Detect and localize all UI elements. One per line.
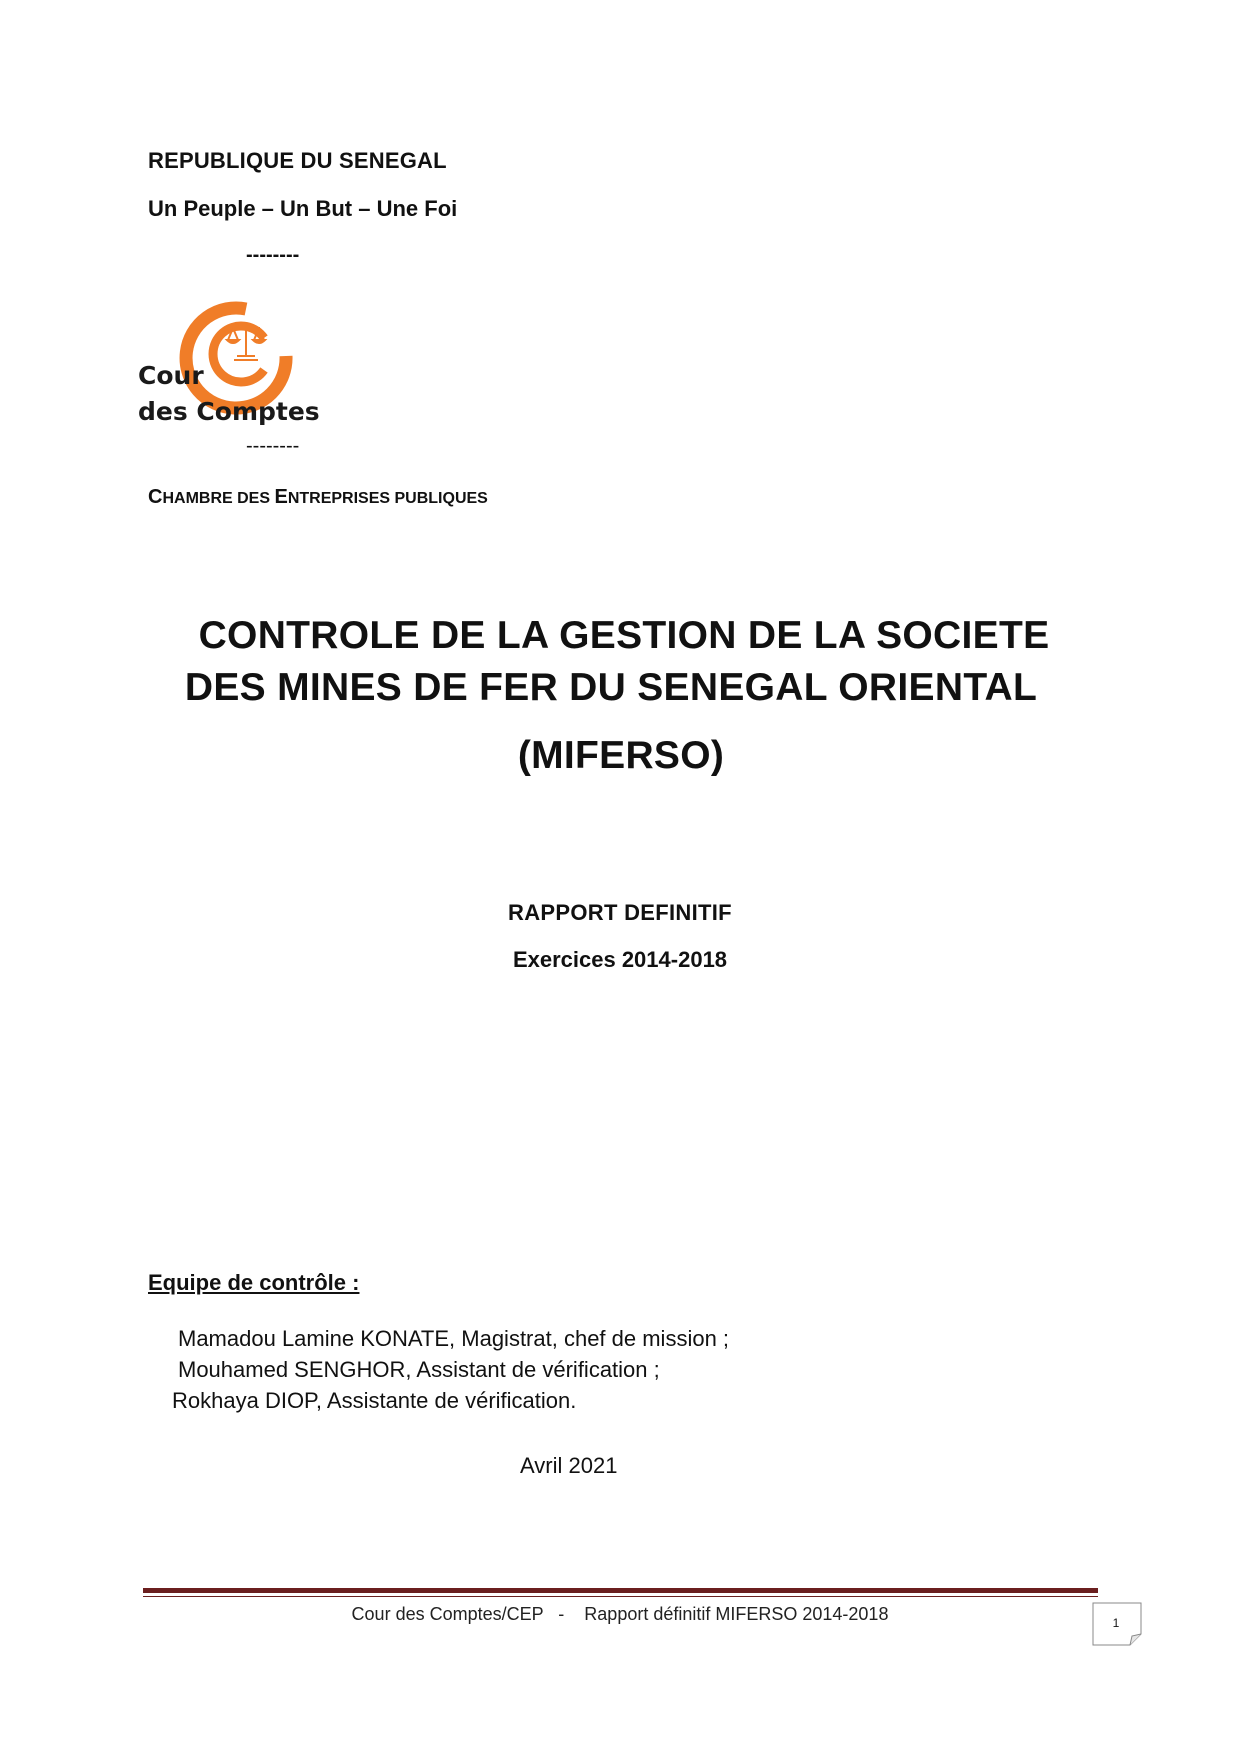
team-heading: Equipe de contrôle : (148, 1270, 360, 1295)
chamber-cap-1: C (148, 486, 163, 508)
separator-top: -------- (246, 244, 300, 266)
document-title-line1: CONTROLE DE LA GESTION DE LA SOCIETE (198, 614, 1050, 657)
logo-emblem-icon (136, 298, 336, 430)
report-type: RAPPORT DEFINITIF (508, 900, 732, 925)
report-period: Exercices 2014-2018 (512, 947, 728, 972)
footer-rule-thin (143, 1596, 1098, 1597)
separator-bottom: -------- (246, 435, 300, 457)
footer-rule (143, 1588, 1098, 1593)
team-member: Rokhaya DIOP, Assistante de vérification. (172, 1388, 577, 1413)
footer-text: Cour des Comptes/CEP - Rapport définitif MIFERSO 2014-2018 (351, 1604, 889, 1624)
logo-text-line2: des Comptes (138, 397, 320, 426)
document-title-acronym: (MIFERSO) (517, 734, 725, 777)
team-member: Mouhamed SENGHOR, Assistant de vérification ; (178, 1357, 660, 1382)
document-title-line2: DES MINES DE FER DU SENEGAL ORIENTAL (184, 666, 1038, 709)
cour-des-comptes-logo (136, 298, 336, 430)
page-number-box (1092, 1602, 1150, 1646)
page-number: 1 (1112, 1616, 1120, 1630)
logo-text-line1: Cour (138, 361, 204, 390)
national-motto: Un Peuple – Un But – Une Foi (148, 196, 458, 221)
team-member: Mamadou Lamine KONATE, Magistrat, chef de mission ; (178, 1326, 730, 1351)
country-name: REPUBLIQUE DU SENEGAL (148, 148, 447, 173)
chamber-name (148, 486, 488, 509)
chamber-rest-2: NTREPRISES PUBLIQUES (287, 490, 488, 507)
chamber-cap-2: E (274, 486, 288, 508)
chamber-rest-1: HAMBRE DES (162, 490, 275, 507)
report-date: Avril 2021 (520, 1453, 618, 1478)
